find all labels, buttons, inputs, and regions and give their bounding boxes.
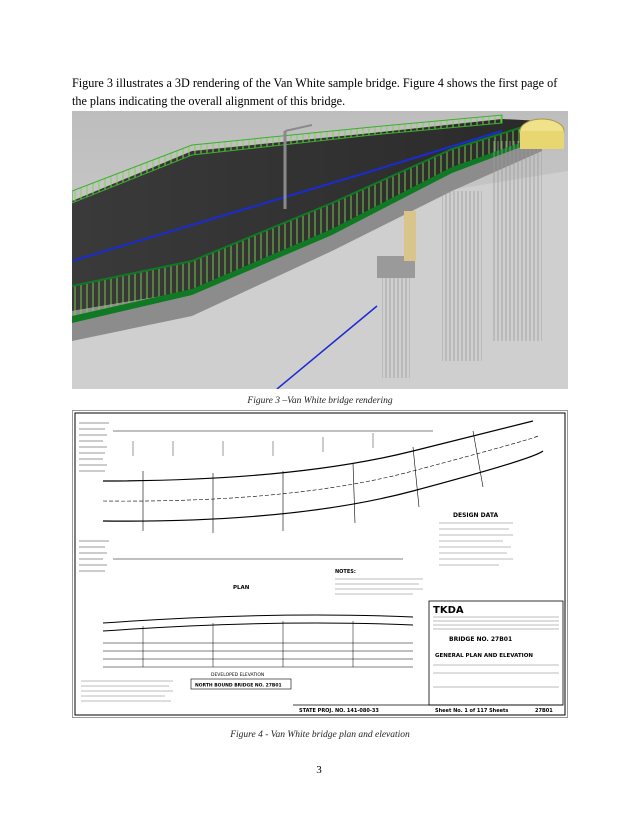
- sheet-id-label: 27B01: [535, 708, 553, 714]
- bridge-name-label: NORTH BOUND BRIDGE NO. 27B01: [195, 683, 282, 689]
- design-data-label: DESIGN DATA: [453, 512, 499, 519]
- figure-3-caption: Figure 3 –Van White bridge rendering: [247, 396, 393, 406]
- bridge-rendering-image: [72, 111, 568, 389]
- state-project-label: STATE PROJ. NO. 141-080-33: [299, 708, 379, 714]
- firm-label: TKDA: [433, 605, 464, 616]
- bridge-rendering-svg: [72, 111, 568, 389]
- bridge-number-label: BRIDGE NO. 27B01: [449, 636, 513, 643]
- elevation-label: DEVELOPED ELEVATION: [211, 673, 265, 678]
- plan-elevation-svg: [73, 411, 567, 717]
- page-number: 3: [316, 764, 322, 776]
- sheet-title-label: GENERAL PLAN AND ELEVATION: [435, 653, 534, 659]
- sheet-count-label: Sheet No. 1 of 117 Sheets: [435, 708, 509, 714]
- notes-label: NOTES:: [335, 569, 356, 575]
- plan-label: PLAN: [233, 585, 250, 591]
- figure-4-caption: Figure 4 - Van White bridge plan and elevation: [230, 730, 410, 740]
- body-paragraph: Figure 3 illustrates a 3D rendering of the Van White sample bridge. Figure 4 shows the first page of the plans indicating the overall alignment of this bridge.: [72, 76, 558, 108]
- plan-elevation-drawing: [72, 410, 568, 718]
